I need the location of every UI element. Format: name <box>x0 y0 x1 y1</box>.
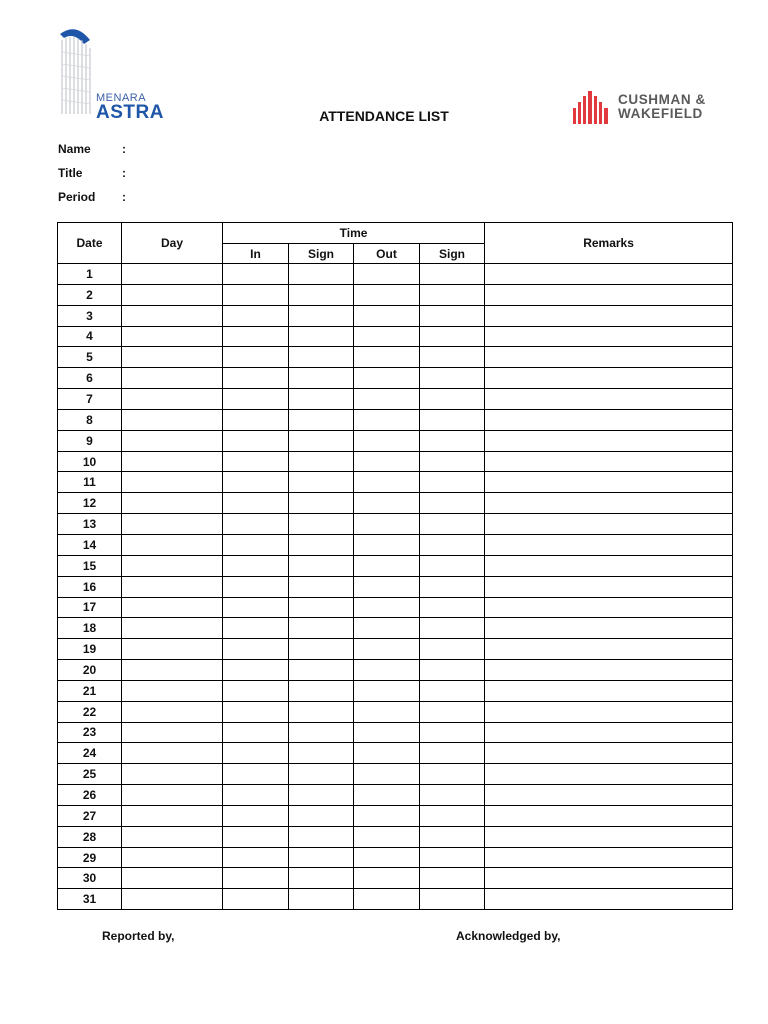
sign-in-cell[interactable] <box>289 743 354 764</box>
day-cell[interactable] <box>122 701 223 722</box>
remarks-cell[interactable] <box>485 451 733 472</box>
sign-in-cell[interactable] <box>289 368 354 389</box>
sign-in-cell[interactable] <box>289 493 354 514</box>
in-cell[interactable] <box>223 347 289 368</box>
out-cell[interactable] <box>354 534 420 555</box>
period-colon: : <box>122 190 126 204</box>
sign-out-cell[interactable] <box>420 368 485 389</box>
logo-menara-text: MENARA <box>96 92 147 104</box>
header-time: Time <box>223 223 485 244</box>
in-cell[interactable] <box>223 722 289 743</box>
date-cell: 5 <box>58 347 122 368</box>
header-sign-out: Sign <box>420 244 485 264</box>
in-cell[interactable] <box>223 305 289 326</box>
header-date: Date <box>58 223 122 264</box>
table-row <box>58 847 733 868</box>
table-row <box>58 430 733 451</box>
sign-out-cell[interactable] <box>420 451 485 472</box>
table-row <box>58 534 733 555</box>
date-cell: 7 <box>58 389 122 410</box>
sign-in-cell[interactable] <box>289 680 354 701</box>
date-cell: 23 <box>58 722 122 743</box>
sign-in-cell[interactable] <box>289 514 354 535</box>
remarks-cell[interactable] <box>485 805 733 826</box>
out-cell[interactable] <box>354 722 420 743</box>
day-cell[interactable] <box>122 534 223 555</box>
menara-astra-logo <box>56 22 176 122</box>
day-cell[interactable] <box>122 576 223 597</box>
date-cell: 31 <box>58 889 122 910</box>
sign-out-cell[interactable] <box>420 576 485 597</box>
date-cell: 4 <box>58 326 122 347</box>
sign-out-cell[interactable] <box>420 847 485 868</box>
day-cell[interactable] <box>122 368 223 389</box>
date-cell: 12 <box>58 493 122 514</box>
in-cell[interactable] <box>223 660 289 681</box>
in-cell[interactable] <box>223 743 289 764</box>
in-cell[interactable] <box>223 389 289 410</box>
out-cell[interactable] <box>354 555 420 576</box>
out-cell[interactable] <box>354 389 420 410</box>
out-cell[interactable] <box>354 639 420 660</box>
date-cell: 14 <box>58 534 122 555</box>
table-row <box>58 826 733 847</box>
sign-out-cell[interactable] <box>420 764 485 785</box>
out-cell[interactable] <box>354 743 420 764</box>
date-cell: 1 <box>58 264 122 285</box>
sign-out-cell[interactable] <box>420 701 485 722</box>
sign-in-cell[interactable] <box>289 639 354 660</box>
remarks-cell[interactable] <box>485 722 733 743</box>
date-cell: 17 <box>58 597 122 618</box>
table-row <box>58 305 733 326</box>
sign-in-cell[interactable] <box>289 472 354 493</box>
out-cell[interactable] <box>354 618 420 639</box>
out-cell[interactable] <box>354 785 420 806</box>
sign-in-cell[interactable] <box>289 534 354 555</box>
date-cell: 22 <box>58 701 122 722</box>
date-cell: 10 <box>58 451 122 472</box>
date-cell: 24 <box>58 743 122 764</box>
in-cell[interactable] <box>223 451 289 472</box>
table-row <box>58 785 733 806</box>
date-cell: 13 <box>58 514 122 535</box>
date-cell: 19 <box>58 639 122 660</box>
out-cell[interactable] <box>354 701 420 722</box>
sign-out-cell[interactable] <box>420 305 485 326</box>
date-cell: 25 <box>58 764 122 785</box>
date-cell: 2 <box>58 284 122 305</box>
out-cell[interactable] <box>354 347 420 368</box>
in-cell[interactable] <box>223 701 289 722</box>
day-cell[interactable] <box>122 284 223 305</box>
table-row <box>58 326 733 347</box>
sign-in-cell[interactable] <box>289 430 354 451</box>
table-row <box>58 451 733 472</box>
remarks-cell[interactable] <box>485 660 733 681</box>
date-cell: 11 <box>58 472 122 493</box>
table-row <box>58 805 733 826</box>
sign-in-cell[interactable] <box>289 701 354 722</box>
sign-in-cell[interactable] <box>289 764 354 785</box>
in-cell[interactable] <box>223 764 289 785</box>
day-cell[interactable] <box>122 264 223 285</box>
table-row <box>58 576 733 597</box>
logo-astra-text: ASTRA <box>96 102 164 123</box>
date-cell: 30 <box>58 868 122 889</box>
name-label: Name <box>58 142 91 156</box>
remarks-cell[interactable] <box>485 555 733 576</box>
date-cell: 21 <box>58 680 122 701</box>
in-cell[interactable] <box>223 680 289 701</box>
remarks-cell[interactable] <box>485 368 733 389</box>
sign-in-cell[interactable] <box>289 347 354 368</box>
sign-out-cell[interactable] <box>420 534 485 555</box>
sign-in-cell[interactable] <box>289 618 354 639</box>
out-cell[interactable] <box>354 826 420 847</box>
in-cell[interactable] <box>223 826 289 847</box>
day-cell[interactable] <box>122 555 223 576</box>
table-body <box>58 264 733 910</box>
header-out: Out <box>354 244 420 264</box>
sign-out-cell[interactable] <box>420 264 485 285</box>
out-cell[interactable] <box>354 597 420 618</box>
remarks-cell[interactable] <box>485 389 733 410</box>
period-label: Period <box>58 190 96 204</box>
remarks-cell[interactable] <box>485 847 733 868</box>
day-cell[interactable] <box>122 597 223 618</box>
table-row <box>58 472 733 493</box>
reported-by-label: Reported by, <box>102 929 175 943</box>
cw-line1: CUSHMAN & <box>618 92 706 107</box>
out-cell[interactable] <box>354 472 420 493</box>
table-row <box>58 868 733 889</box>
day-cell[interactable] <box>122 722 223 743</box>
in-cell[interactable] <box>223 847 289 868</box>
remarks-cell[interactable] <box>485 868 733 889</box>
table-row <box>58 597 733 618</box>
out-cell[interactable] <box>354 451 420 472</box>
day-cell[interactable] <box>122 347 223 368</box>
sign-in-cell[interactable] <box>289 389 354 410</box>
date-cell: 9 <box>58 430 122 451</box>
table-row <box>58 389 733 410</box>
table-row <box>58 722 733 743</box>
remarks-cell[interactable] <box>485 347 733 368</box>
day-cell[interactable] <box>122 639 223 660</box>
name-colon: : <box>122 142 126 156</box>
out-cell[interactable] <box>354 430 420 451</box>
sign-in-cell[interactable] <box>289 555 354 576</box>
remarks-cell[interactable] <box>485 264 733 285</box>
date-cell: 28 <box>58 826 122 847</box>
header-in: In <box>223 244 289 264</box>
in-cell[interactable] <box>223 805 289 826</box>
remarks-cell[interactable] <box>485 743 733 764</box>
day-cell[interactable] <box>122 743 223 764</box>
sign-out-cell[interactable] <box>420 597 485 618</box>
remarks-cell[interactable] <box>485 430 733 451</box>
sign-out-cell[interactable] <box>420 618 485 639</box>
header-remarks: Remarks <box>485 223 733 264</box>
out-cell[interactable] <box>354 764 420 785</box>
sign-out-cell[interactable] <box>420 785 485 806</box>
table-row <box>58 409 733 430</box>
remarks-cell[interactable] <box>485 826 733 847</box>
out-cell[interactable] <box>354 889 420 910</box>
table-row <box>58 889 733 910</box>
out-cell[interactable] <box>354 409 420 430</box>
table-row <box>58 368 733 389</box>
sign-out-cell[interactable] <box>420 514 485 535</box>
out-cell[interactable] <box>354 868 420 889</box>
table-row <box>58 639 733 660</box>
date-cell: 29 <box>58 847 122 868</box>
date-cell: 18 <box>58 618 122 639</box>
sign-in-cell[interactable] <box>289 660 354 681</box>
sign-in-cell[interactable] <box>289 284 354 305</box>
day-cell[interactable] <box>122 514 223 535</box>
sign-in-cell[interactable] <box>289 264 354 285</box>
in-cell[interactable] <box>223 326 289 347</box>
out-cell[interactable] <box>354 576 420 597</box>
day-cell[interactable] <box>122 847 223 868</box>
in-cell[interactable] <box>223 618 289 639</box>
in-cell[interactable] <box>223 284 289 305</box>
out-cell[interactable] <box>354 264 420 285</box>
table-row <box>58 701 733 722</box>
sign-in-cell[interactable] <box>289 847 354 868</box>
remarks-cell[interactable] <box>485 680 733 701</box>
day-cell[interactable] <box>122 660 223 681</box>
out-cell[interactable] <box>354 284 420 305</box>
out-cell[interactable] <box>354 660 420 681</box>
in-cell[interactable] <box>223 597 289 618</box>
out-cell[interactable] <box>354 847 420 868</box>
sign-out-cell[interactable] <box>420 284 485 305</box>
remarks-cell[interactable] <box>485 785 733 806</box>
table-row <box>58 660 733 681</box>
day-cell[interactable] <box>122 472 223 493</box>
table-row <box>58 347 733 368</box>
remarks-cell[interactable] <box>485 284 733 305</box>
remarks-cell[interactable] <box>485 534 733 555</box>
day-cell[interactable] <box>122 493 223 514</box>
table-row <box>58 264 733 285</box>
day-cell[interactable] <box>122 326 223 347</box>
in-cell[interactable] <box>223 785 289 806</box>
date-cell: 3 <box>58 305 122 326</box>
day-cell[interactable] <box>122 868 223 889</box>
remarks-cell[interactable] <box>485 701 733 722</box>
sign-out-cell[interactable] <box>420 805 485 826</box>
in-cell[interactable] <box>223 868 289 889</box>
acknowledged-by-label: Acknowledged by, <box>456 929 561 943</box>
out-cell[interactable] <box>354 514 420 535</box>
date-cell: 27 <box>58 805 122 826</box>
sign-in-cell[interactable] <box>289 305 354 326</box>
sign-out-cell[interactable] <box>420 743 485 764</box>
remarks-cell[interactable] <box>485 889 733 910</box>
in-cell[interactable] <box>223 576 289 597</box>
table-row <box>58 284 733 305</box>
date-cell: 15 <box>58 555 122 576</box>
table-row <box>58 555 733 576</box>
sign-out-cell[interactable] <box>420 826 485 847</box>
sign-in-cell[interactable] <box>289 805 354 826</box>
day-cell[interactable] <box>122 389 223 410</box>
table-row <box>58 493 733 514</box>
sign-in-cell[interactable] <box>289 409 354 430</box>
remarks-cell[interactable] <box>485 618 733 639</box>
remarks-cell[interactable] <box>485 639 733 660</box>
in-cell[interactable] <box>223 264 289 285</box>
in-cell[interactable] <box>223 409 289 430</box>
sign-out-cell[interactable] <box>420 430 485 451</box>
sign-in-cell[interactable] <box>289 785 354 806</box>
header-sign-in: Sign <box>289 244 354 264</box>
remarks-cell[interactable] <box>485 326 733 347</box>
table-row <box>58 743 733 764</box>
remarks-cell[interactable] <box>485 472 733 493</box>
out-cell[interactable] <box>354 326 420 347</box>
day-cell[interactable] <box>122 305 223 326</box>
sign-out-cell[interactable] <box>420 347 485 368</box>
sign-in-cell[interactable] <box>289 826 354 847</box>
in-cell[interactable] <box>223 368 289 389</box>
remarks-cell[interactable] <box>485 409 733 430</box>
remarks-cell[interactable] <box>485 597 733 618</box>
page-title: ATTENDANCE LIST <box>319 108 449 124</box>
out-cell[interactable] <box>354 368 420 389</box>
attendance-table <box>57 222 733 910</box>
sign-out-cell[interactable] <box>420 472 485 493</box>
day-cell[interactable] <box>122 826 223 847</box>
out-cell[interactable] <box>354 493 420 514</box>
sign-in-cell[interactable] <box>289 868 354 889</box>
out-cell[interactable] <box>354 680 420 701</box>
sign-in-cell[interactable] <box>289 597 354 618</box>
in-cell[interactable] <box>223 889 289 910</box>
table-row <box>58 618 733 639</box>
in-cell[interactable] <box>223 493 289 514</box>
date-cell: 8 <box>58 409 122 430</box>
sign-in-cell[interactable] <box>289 889 354 910</box>
day-cell[interactable] <box>122 785 223 806</box>
sign-out-cell[interactable] <box>420 680 485 701</box>
sign-out-cell[interactable] <box>420 555 485 576</box>
day-cell[interactable] <box>122 409 223 430</box>
day-cell[interactable] <box>122 764 223 785</box>
tower-icon <box>56 22 96 118</box>
out-cell[interactable] <box>354 805 420 826</box>
cw-line2: WAKEFIELD <box>618 106 703 121</box>
sign-out-cell[interactable] <box>420 639 485 660</box>
sign-out-cell[interactable] <box>420 389 485 410</box>
remarks-cell[interactable] <box>485 305 733 326</box>
sign-out-cell[interactable] <box>420 868 485 889</box>
table-row <box>58 680 733 701</box>
in-cell[interactable] <box>223 555 289 576</box>
out-cell[interactable] <box>354 305 420 326</box>
header-day: Day <box>122 223 223 264</box>
sign-out-cell[interactable] <box>420 722 485 743</box>
title-label: Title <box>58 166 83 180</box>
day-cell[interactable] <box>122 889 223 910</box>
day-cell[interactable] <box>122 680 223 701</box>
sign-out-cell[interactable] <box>420 326 485 347</box>
title-colon: : <box>122 166 126 180</box>
day-cell[interactable] <box>122 430 223 451</box>
date-cell: 6 <box>58 368 122 389</box>
remarks-cell[interactable] <box>485 764 733 785</box>
in-cell[interactable] <box>223 534 289 555</box>
remarks-cell[interactable] <box>485 576 733 597</box>
sign-out-cell[interactable] <box>420 493 485 514</box>
in-cell[interactable] <box>223 514 289 535</box>
remarks-cell[interactable] <box>485 514 733 535</box>
sign-in-cell[interactable] <box>289 451 354 472</box>
day-cell[interactable] <box>122 618 223 639</box>
sign-out-cell[interactable] <box>420 409 485 430</box>
sign-out-cell[interactable] <box>420 660 485 681</box>
table-row <box>58 764 733 785</box>
table-row <box>58 514 733 535</box>
sign-out-cell[interactable] <box>420 889 485 910</box>
sign-in-cell[interactable] <box>289 722 354 743</box>
remarks-cell[interactable] <box>485 493 733 514</box>
day-cell[interactable] <box>122 805 223 826</box>
in-cell[interactable] <box>223 639 289 660</box>
sign-in-cell[interactable] <box>289 326 354 347</box>
day-cell[interactable] <box>122 451 223 472</box>
date-cell: 20 <box>58 660 122 681</box>
in-cell[interactable] <box>223 472 289 493</box>
date-cell: 16 <box>58 576 122 597</box>
sign-in-cell[interactable] <box>289 576 354 597</box>
date-cell: 26 <box>58 785 122 806</box>
in-cell[interactable] <box>223 430 289 451</box>
